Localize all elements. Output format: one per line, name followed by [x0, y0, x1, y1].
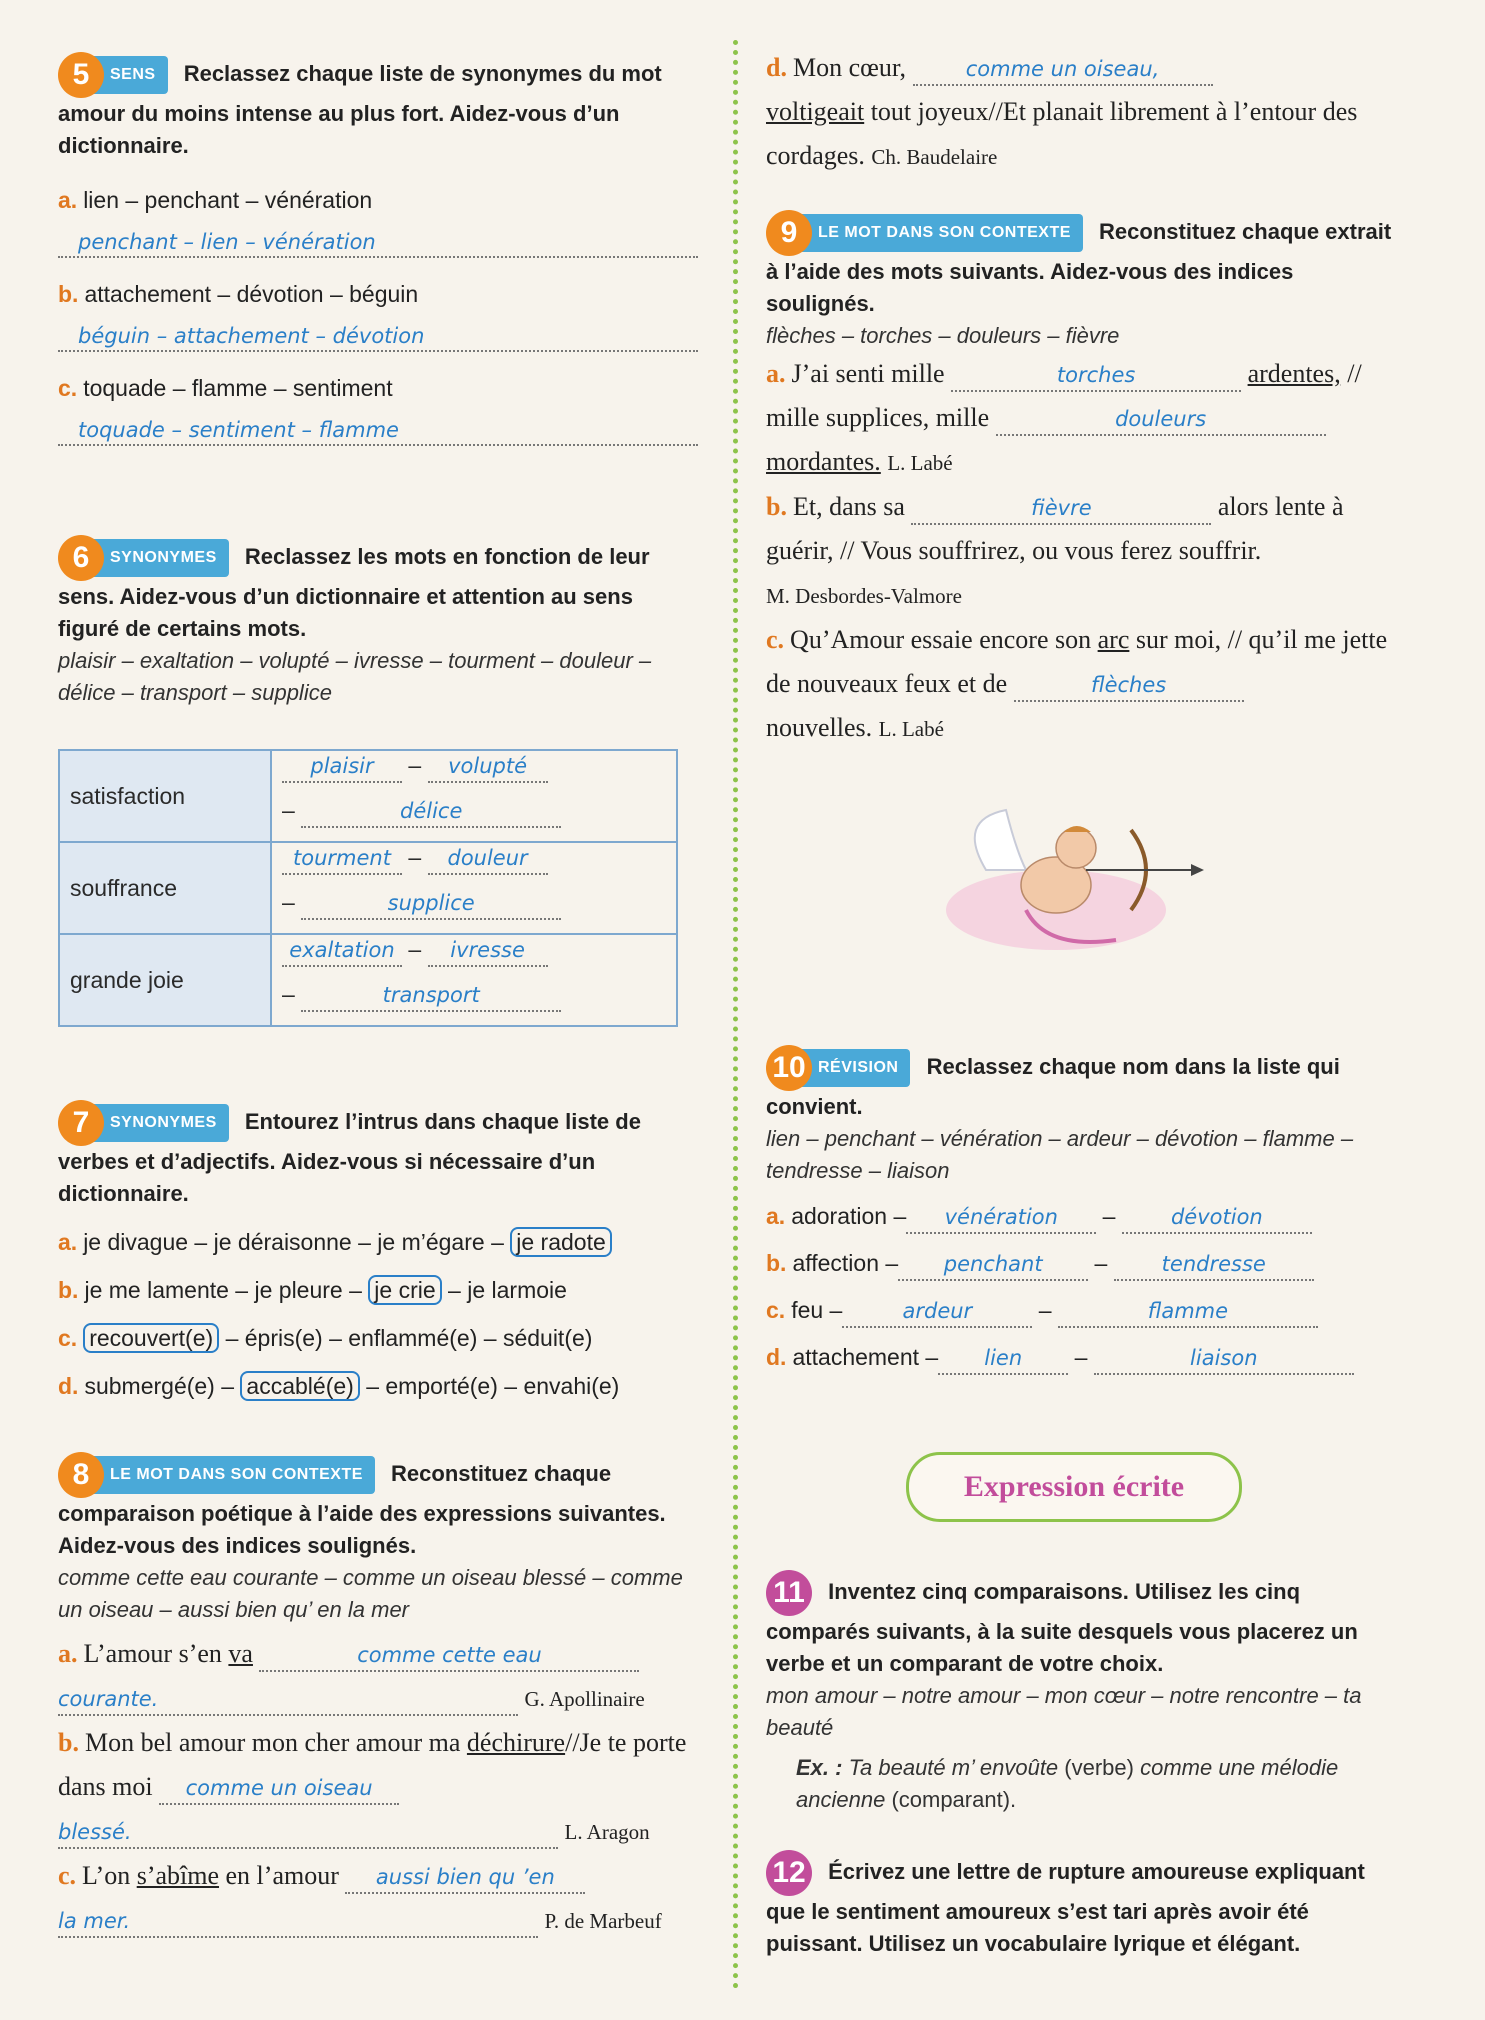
item-text: submergé(e) – — [84, 1373, 235, 1399]
item-letter: c. — [58, 1325, 78, 1351]
word-list: lien – penchant – vénération – ardeur – dévotion – flamme – tendresse – liaison — [766, 1126, 1354, 1183]
exercise-tag: SYNONYMES — [94, 1104, 229, 1142]
word-list: mon amour – notre amour – mon cœur – notre rencontre – ta beauté — [766, 1683, 1362, 1740]
word-list: flèches – torches – douleurs – fièvre — [766, 323, 1120, 348]
handwritten-answer[interactable]: ardeur — [842, 1296, 1032, 1328]
right-column — [766, 0, 1406, 2020]
circled-intrus[interactable]: je radote — [510, 1227, 612, 1257]
instruction: Inventez cinq comparaisons. Utilisez les cinq comparés suivants, à la suite desquels vous placerez un verbe et un comparant de votre choix. — [766, 1578, 1358, 1676]
source: L. Aragon — [564, 1820, 650, 1844]
exercise-6 — [58, 535, 698, 1027]
circled-intrus[interactable]: je crie — [368, 1275, 441, 1305]
handwritten-answer[interactable]: lien — [938, 1343, 1068, 1375]
exercise-8 — [58, 1452, 698, 1943]
category-cell: satisfaction — [59, 750, 271, 842]
answer-line[interactable] — [58, 316, 698, 352]
handwritten-answer[interactable]: aussi bien qu ’en — [345, 1862, 585, 1894]
exercise-number: 8 — [58, 1452, 104, 1498]
answer-cell[interactable]: tourment – douleur – supplice — [271, 842, 677, 934]
handwritten-answer: toquade – sentiment – flamme — [78, 418, 399, 442]
item-b: b. Mon bel amour mon cher amour ma déchirure//Je te porte dans moi comme un oiseau blessé. L. Aragon — [58, 1721, 698, 1854]
table-row — [59, 934, 677, 1026]
item-a: a. L’amour s’en va comme cette eau courante. G. Apollinaire — [58, 1632, 698, 1721]
answer-line[interactable] — [58, 222, 698, 258]
wing-icon — [975, 810, 1026, 870]
source: M. Desbordes-Valmore — [766, 584, 962, 608]
item-c: c. L’on s’abîme en l’amour aussi bien qu ’en la mer. P. de Marbeuf — [58, 1854, 698, 1943]
exercise-number: 10 — [766, 1045, 812, 1091]
item-b: b. Et, dans sa fièvre alors lente à guérir, // Vous souffrirez, ou vous ferez souffrir. M. Desbordes-Valmore — [766, 492, 1344, 608]
item-a: a. J’ai senti mille torches ardentes, // mille supplices, mille douleurs mordantes. L. Labé — [766, 359, 1362, 476]
item-text: je divague – je déraisonne – je m’égare – — [83, 1229, 504, 1255]
handwritten-answer[interactable]: penchant — [898, 1249, 1088, 1281]
item-text: – je larmoie — [448, 1277, 567, 1303]
exercise-tag: SENS — [94, 56, 168, 94]
handwritten-answer[interactable]: courante. — [58, 1684, 518, 1716]
exercise-number: 6 — [58, 535, 104, 581]
item-c: c. Qu’Amour essaie encore son arc sur moi, // qu’il me jette de nouveaux feux et de flèches nouvelles. L. Labé — [766, 625, 1388, 742]
word-list: comme cette eau courante – comme un oiseau blessé – comme un oiseau – aussi bien qu’ en la mer — [58, 1565, 683, 1622]
circled-intrus[interactable]: accablé(e) — [240, 1371, 359, 1401]
exercise-number: 5 — [58, 52, 104, 98]
exercise-number: 9 — [766, 210, 812, 256]
handwritten-answer: transport — [301, 980, 561, 1012]
item-letter: d. — [766, 1344, 787, 1370]
handwritten-answer: ivresse — [428, 935, 548, 967]
table-row — [59, 842, 677, 934]
circled-intrus[interactable]: recouvert(e) — [83, 1323, 219, 1353]
item-text: je me lamente – je pleure – — [84, 1277, 362, 1303]
handwritten-answer[interactable]: dévotion — [1122, 1202, 1312, 1234]
handwritten-answer[interactable]: comme un oiseau, — [913, 54, 1213, 86]
handwritten-answer: douleur — [428, 843, 548, 875]
exercise-12 — [766, 1850, 1406, 1960]
handwritten-answer[interactable]: la mer. — [58, 1906, 538, 1938]
handwritten-answer[interactable]: tendresse — [1114, 1249, 1314, 1281]
item-letter: a. — [58, 187, 78, 213]
handwritten-answer[interactable]: comme un oiseau — [159, 1773, 399, 1805]
answer-cell[interactable]: exaltation – ivresse – transport — [271, 934, 677, 1026]
handwritten-answer[interactable]: torches — [951, 360, 1241, 392]
instruction: Reclassez les mots en fonction de leur sens. Aidez-vous d’un dictionnaire et attention au sens figuré de certains mots. — [58, 543, 650, 641]
exercise-tag: SYNONYMES — [94, 539, 229, 577]
handwritten-answer[interactable]: fièvre — [911, 493, 1211, 525]
exercise-8-item-d: d. Mon cœur, comme un oiseau, voltigeait tout joyeux//Et planait librement à l’entour des cordages. Ch. Baudelaire — [766, 53, 1358, 170]
item-text: feu – — [791, 1297, 843, 1323]
example: Ex. : Ta beauté m’ envoûte (verbe) comme une mélodie ancienne (comparant). — [796, 1755, 1339, 1812]
exercise-number: 11 — [766, 1570, 812, 1616]
handwritten-answer[interactable]: vénération — [906, 1202, 1096, 1234]
source: L. Labé — [878, 717, 944, 741]
cupid-illustration — [946, 800, 1206, 970]
exercise-tag: LE MOT DANS SON CONTEXTE — [802, 214, 1083, 252]
item-text: toquade – flamme – sentiment — [83, 375, 393, 401]
instruction: Reconstituez chaque extrait à l’aide des mots suivants. Aidez-vous des indices soulignés. — [766, 218, 1392, 316]
handwritten-answer[interactable]: liaison — [1094, 1343, 1354, 1375]
handwritten-answer[interactable]: blessé. — [58, 1817, 558, 1849]
exercise-10: 10 RÉVISION Reclassez chaque nom dans la liste qui convient. lien – penchant – vénération – ardeur – dévotion – flamme – tendresse – liaison a. adoration – vénération – dévotion b. affection – penchant – tendresse c. feu – ardeur – flamme d. attachement – lien – liaison — [766, 1045, 1406, 1381]
handwritten-answer: supplice — [301, 888, 561, 920]
item-letter: b. — [58, 281, 79, 307]
example-label: Ex. : — [796, 1755, 843, 1780]
source: Ch. Baudelaire — [871, 145, 998, 169]
item-letter: a. — [58, 1229, 78, 1255]
arrowhead-icon — [1191, 864, 1204, 876]
exercise-number: 7 — [58, 1100, 104, 1146]
source: L. Labé — [887, 451, 953, 475]
instruction: Écrivez une lettre de rupture amoureuse expliquant que le sentiment amoureux s’est tari après avoir été puissant. Utilisez un vocabulaire lyrique et élégant. — [766, 1858, 1365, 1956]
cupid-head — [1056, 828, 1096, 868]
table-row — [59, 750, 677, 842]
exercise-tag: RÉVISION — [802, 1049, 910, 1087]
exercise-5 — [58, 52, 698, 446]
item-text: attachement – dévotion – béguin — [84, 281, 419, 307]
handwritten-answer[interactable]: douleurs — [996, 404, 1326, 436]
item-letter: c. — [766, 1297, 786, 1323]
handwritten-answer: exaltation — [282, 935, 402, 967]
item-letter: d. — [58, 1373, 79, 1399]
category-cell: souffrance — [59, 842, 271, 934]
handwritten-answer[interactable]: flamme — [1058, 1296, 1318, 1328]
instruction: Reconstituez chaque comparaison poétique à l’aide des expressions suivantes. Aidez-vous des indices soulignés. — [58, 1460, 666, 1558]
instruction: Reclassez chaque liste de synonymes du mot amour du moins intense au plus fort. Aidez-vous d’un dictionnaire. — [58, 60, 662, 158]
item-text: adoration – — [791, 1203, 907, 1229]
handwritten-answer: délice — [301, 796, 561, 828]
exercise-number: 12 — [766, 1850, 812, 1896]
synonym-table — [58, 749, 678, 1027]
answer-cell[interactable]: plaisir – volupté – délice — [271, 750, 677, 842]
handwritten-answer: plaisir — [282, 751, 402, 783]
answer-line[interactable] — [58, 410, 698, 446]
expression-ecrite-heading: Expression écrite — [906, 1452, 1242, 1522]
item-letter: a. — [766, 1203, 786, 1229]
item-letter: c. — [58, 375, 78, 401]
item-text: attachement – — [792, 1344, 939, 1370]
item-text: affection – — [792, 1250, 899, 1276]
item-letter: b. — [766, 1250, 787, 1276]
cupid-hair — [1064, 826, 1091, 832]
source: P. de Marbeuf — [544, 1909, 662, 1933]
handwritten-answer: béguin – attachement – dévotion — [78, 324, 425, 348]
item-text: – emporté(e) – envahi(e) — [366, 1373, 620, 1399]
item-letter: b. — [58, 1277, 79, 1303]
exercise-tag: LE MOT DANS SON CONTEXTE — [94, 1456, 375, 1494]
word-list: plaisir – exaltation – volupté – ivresse – tourment – douleur – délice – transport – supplice — [58, 648, 652, 705]
handwritten-answer: tourment — [282, 843, 402, 875]
exercise-7 — [58, 1100, 698, 1410]
handwritten-answer[interactable]: comme cette eau — [259, 1640, 639, 1672]
handwritten-answer: penchant – lien – vénération — [78, 230, 376, 254]
column-divider — [733, 40, 738, 1990]
instruction: Entourez l’intrus dans chaque liste de verbes et d’adjectifs. Aidez-vous si nécessaire d’un dictionnaire. — [58, 1108, 641, 1206]
handwritten-answer[interactable]: flèches — [1014, 670, 1244, 702]
left-column — [58, 0, 698, 2020]
instruction: Reclassez chaque nom dans la liste qui convient. — [766, 1053, 1340, 1119]
item-text: – épris(e) – enflammé(e) – séduit(e) — [225, 1325, 593, 1351]
exercise-9 — [766, 210, 1406, 751]
source: G. Apollinaire — [524, 1687, 645, 1711]
exercise-11 — [766, 1570, 1406, 1816]
item-text: lien – penchant – vénération — [83, 187, 373, 213]
handwritten-answer: volupté — [428, 751, 548, 783]
category-cell: grande joie — [59, 934, 271, 1026]
